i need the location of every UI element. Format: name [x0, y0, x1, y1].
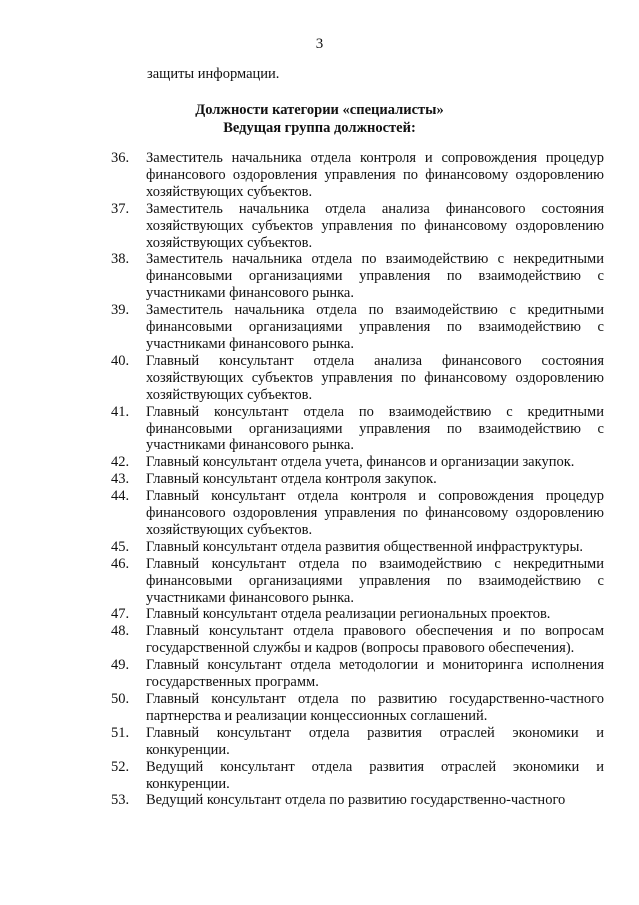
item-text: Главный консультант отдела реализации региональных проектов.: [146, 606, 551, 623]
item-number: 45.: [111, 538, 130, 555]
list-item: [111, 201, 604, 252]
item-text: Главный консультант отдела правового обеспечения и по вопросам государственной службы и кадров (вопросы правового обеспечения).: [146, 623, 604, 657]
list-item: [111, 251, 604, 302]
item-text: Заместитель начальника отдела контроля и сопровождения процедур финансового оздоровления управления по финансовому оздоровлению хозяйствующих субъектов.: [146, 150, 604, 200]
list-item: [111, 404, 604, 455]
continuation-text: защиты информации.: [147, 66, 280, 82]
list-item: [111, 691, 604, 725]
list-item: [111, 488, 604, 539]
list-item: [111, 302, 604, 353]
item-text: Ведущий консультант отдела развития отраслей экономики и конкуренции.: [146, 758, 604, 792]
heading-category: Должности категории «специалисты»: [195, 102, 444, 118]
item-text: Главный консультант отдела развития отраслей экономики и конкуренции.: [146, 724, 604, 758]
item-number: 52.: [111, 758, 130, 775]
item-number: 42.: [111, 454, 130, 471]
list-item: [111, 150, 604, 201]
position-list: [111, 150, 604, 809]
item-text: Главный консультант отдела учета, финансов и организации закупок.: [146, 454, 575, 471]
item-text: Главный консультант отдела по взаимодействию с некредитными финансовыми организациями управления по взаимодействию с участниками финансового рынка.: [146, 555, 604, 606]
item-number: 36.: [111, 150, 130, 166]
item-number: 51.: [111, 724, 130, 741]
list-item: [111, 725, 604, 759]
item-number: 50.: [111, 691, 130, 707]
item-number: 53.: [111, 792, 130, 809]
item-number: 46.: [111, 555, 130, 572]
item-text: Ведущий консультант отдела по развитию государственно-частного: [146, 792, 566, 809]
item-text: Заместитель начальника отдела анализа финансового состояния хозяйствующих субъектов управления по финансовому оздоровлению хозяйствующих субъектов.: [146, 200, 604, 251]
item-number: 49.: [111, 657, 130, 674]
item-text: Главный консультант отдела методологии и мониторинга исполнения государственных программ.: [146, 657, 604, 691]
item-number: 43.: [111, 471, 130, 488]
list-item: [111, 471, 604, 488]
item-number: 40.: [111, 352, 130, 369]
list-item: [111, 454, 604, 471]
item-number: 37.: [111, 200, 130, 217]
item-number: 47.: [111, 606, 130, 623]
list-item: [111, 556, 604, 607]
item-text: Главный консультант отдела по взаимодействию с кредитными финансовыми организациями управления по взаимодействию с участниками финансового рынка.: [146, 403, 604, 454]
list-item: [111, 657, 604, 691]
item-number: 38.: [111, 251, 130, 268]
list-item: [111, 353, 604, 404]
item-text: Главный консультант отдела анализа финансового состояния хозяйствующих субъектов управления по финансовому оздоровлению хозяйствующих субъектов.: [146, 352, 604, 403]
list-item: [111, 606, 604, 623]
list-item: [111, 623, 604, 657]
heading-group: Ведущая группа должностей:: [223, 120, 416, 136]
item-text: Главный консультант отдела развития общественной инфраструктуры.: [146, 538, 584, 555]
item-text: Заместитель начальника отдела по взаимодействию с кредитными финансовыми организациями управления по взаимодействию с участниками финансового рынка.: [146, 302, 604, 352]
item-text: Главный консультант отдела контроля и сопровождения процедур финансового оздоровления управления по финансовому оздоровлению хозяйствующих субъектов.: [146, 488, 604, 538]
list-item: [111, 759, 604, 793]
item-number: 44.: [111, 488, 130, 505]
list-item: [111, 792, 604, 809]
list-item: [111, 539, 604, 556]
item-number: 39.: [111, 302, 130, 319]
item-number: 48.: [111, 623, 130, 640]
page-number: 3: [315, 36, 324, 52]
item-text: Главный консультант отдела контроля закупок.: [146, 471, 437, 488]
item-text: Заместитель начальника отдела по взаимодействию с некредитными финансовыми организациями управления по взаимодействию с участниками финансового рынка.: [146, 251, 604, 302]
item-text: Главный консультант отдела по развитию государственно-частного партнерства и реализации концессионных соглашений.: [146, 691, 604, 724]
item-number: 41.: [111, 403, 130, 420]
section-heading: [0, 101, 639, 137]
